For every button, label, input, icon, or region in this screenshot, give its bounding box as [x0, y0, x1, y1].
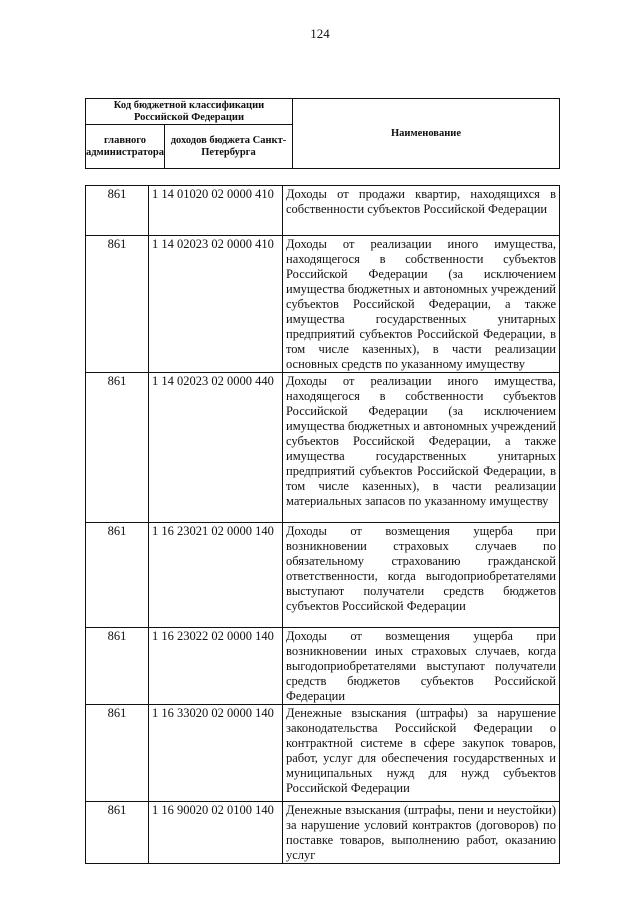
revenue-name-cell: Денежные взыскания (штрафы) за нарушение законодательства Российской Федерации о контрактной системе в сфере закупок товаров, работ, услуг для обеспечения государственных и муниципальных нужд для нужд субъектов Российской Федерации: [283, 705, 560, 802]
revenue-code-cell: 1 14 01020 02 0000 410: [149, 186, 283, 236]
admin-code-cell: 861: [86, 705, 149, 802]
admin-code-cell: 861: [86, 523, 149, 628]
revenue-code-cell: 1 14 02023 02 0000 440: [149, 373, 283, 523]
revenue-name-cell: Доходы от реализации иного имущества, находящегося в собственности субъектов Российской Федерации (за исключением имущества бюджетных и автономных учреждений субъектов Российской Федерации, а также имущества государственных унитарных предприятий субъектов Российской Федерации, в том числе казенных), в части реализации основных средств по указанному имуществу: [283, 236, 560, 373]
kbk-title-header: Код бюджетной классификации Российской Федерации: [86, 99, 293, 125]
admin-code-cell: 861: [86, 236, 149, 373]
table-row: [86, 186, 560, 236]
table-row: [86, 802, 560, 864]
admin-code-cell: 861: [86, 186, 149, 236]
revenue-column-header: доходов бюджета Санкт-Петербурга: [164, 125, 292, 169]
table-row: [86, 373, 560, 523]
revenue-name-cell: Доходы от возмещения ущерба при возникновении страховых случаев по обязательному страхованию гражданской ответственности, когда выгодоприобретателями выступают получатели средств бюджетов субъектов Российской Федерации: [283, 523, 560, 628]
table-row: [86, 628, 560, 705]
revenue-code-cell: 1 14 02023 02 0000 410: [149, 236, 283, 373]
budget-codes-table: [85, 185, 560, 864]
revenue-code-cell: 1 16 23021 02 0000 140: [149, 523, 283, 628]
admin-code-cell: 861: [86, 373, 149, 523]
table-body: [86, 186, 560, 864]
revenue-name-cell: Доходы от возмещения ущерба при возникновении иных страховых случаев, когда выгодоприобретателями выступают получатели средств бюджетов субъектов Российской Федерации: [283, 628, 560, 705]
admin-code-cell: 861: [86, 802, 149, 864]
revenue-name-cell: Доходы от реализации иного имущества, находящегося в собственности субъектов Российской Федерации (за исключением имущества бюджетных и автономных учреждений субъектов Российской Федерации, а также имущества государственных унитарных предприятий субъектов Российской Федерации, в том числе казенных), в части реализации материальных запасов по указанному имуществу: [283, 373, 560, 523]
table-row: [86, 705, 560, 802]
revenue-code-cell: 1 16 33020 02 0000 140: [149, 705, 283, 802]
revenue-name-cell: Денежные взыскания (штрафы, пени и неустойки) за нарушение условий контрактов (договоров) по поставке товаров, выполнению работ, оказанию услуг: [283, 802, 560, 864]
admin-column-header: главного администратора: [86, 125, 165, 169]
name-column-header: Наименование: [292, 99, 559, 169]
admin-code-cell: 861: [86, 628, 149, 705]
table-row: [86, 523, 560, 628]
revenue-code-cell: 1 16 90020 02 0100 140: [149, 802, 283, 864]
revenue-name-cell: Доходы от продажи квартир, находящихся в собственности субъектов Российской Федерации: [283, 186, 560, 236]
revenue-code-cell: 1 16 23022 02 0000 140: [149, 628, 283, 705]
table-row: [86, 236, 560, 373]
table-header: [85, 98, 560, 169]
page-number: 124: [310, 26, 330, 41]
